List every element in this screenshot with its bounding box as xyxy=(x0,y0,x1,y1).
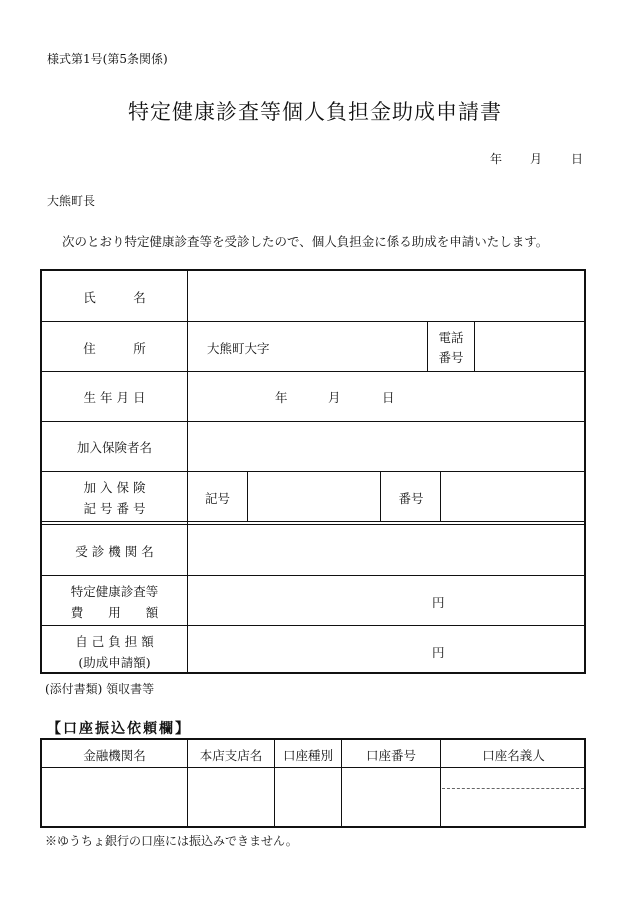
column-divider xyxy=(474,321,475,371)
name-label: 氏 名 xyxy=(83,290,146,305)
address-label: 住 所 xyxy=(83,341,146,356)
cost-unit: 円 xyxy=(432,595,445,610)
footer-note: ※ゆうちょ銀行の口座には振込みできません。 xyxy=(45,834,298,848)
intro-text: 次のとおり特定健康診査等を受診したので、個人負担金に係る助成を申請いたします。 xyxy=(62,234,549,249)
birth-date-field[interactable] xyxy=(190,373,584,419)
column-divider xyxy=(440,471,441,521)
insurance-label-1: 加 入 保 険 xyxy=(83,480,146,495)
form-number: 様式第1号(第5条関係) xyxy=(47,52,168,66)
number-label: 番号 xyxy=(398,491,424,506)
row-divider xyxy=(40,575,586,576)
account-number-field[interactable] xyxy=(342,769,440,826)
row-divider-double xyxy=(40,524,586,525)
date-year-label: 年 xyxy=(490,152,503,166)
account-holder-field[interactable] xyxy=(441,769,584,826)
bank-column-header-branch: 本店支店名 xyxy=(199,748,263,763)
addressee: 大熊町長 xyxy=(47,194,96,208)
number-field[interactable] xyxy=(442,473,584,520)
self-pay-field[interactable] xyxy=(190,627,426,671)
birth-day-label: 日 xyxy=(382,390,395,405)
insurance-label-2: 記 号 番 号 xyxy=(83,501,146,516)
branch-field[interactable] xyxy=(188,769,274,826)
cost-label-2: 費 用 額 xyxy=(70,605,159,620)
label-column-divider xyxy=(187,269,188,674)
cost-label-1: 特定健康診査等 xyxy=(70,584,159,599)
symbol-field[interactable] xyxy=(249,473,379,520)
address-field[interactable] xyxy=(190,323,426,369)
row-divider xyxy=(40,421,586,422)
account-type-field[interactable] xyxy=(275,769,341,826)
bank-column-header-bank-name: 金融機関名 xyxy=(83,748,146,763)
address-value: 大熊町大字 xyxy=(207,341,270,356)
birth-year-label: 年 xyxy=(275,390,288,405)
self-pay-unit: 円 xyxy=(432,645,445,660)
page-title: 特定健康診査等個人負担金助成申請書 xyxy=(128,100,502,124)
insurer-field[interactable] xyxy=(190,423,584,469)
column-divider xyxy=(247,471,248,521)
bank-column-header-account-type: 口座種別 xyxy=(282,748,333,763)
row-divider xyxy=(40,471,586,472)
symbol-label: 記号 xyxy=(205,491,231,506)
bank-section-heading: 【口座振込依頼欄】 xyxy=(47,721,191,737)
cost-field[interactable] xyxy=(190,577,426,623)
clinic-field[interactable] xyxy=(190,526,584,574)
row-divider xyxy=(40,625,586,626)
row-divider xyxy=(40,371,586,372)
birth-month-label: 月 xyxy=(328,390,341,405)
bank-column-header-account-holder: 口座名義人 xyxy=(482,748,545,763)
date-month-label: 月 xyxy=(530,152,543,166)
clinic-label: 受 診 機 関 名 xyxy=(75,544,154,559)
self-pay-label-1: 自 己 負 担 額 xyxy=(75,634,154,649)
phone-label-2: 番号 xyxy=(438,350,464,365)
date-day-label: 日 xyxy=(571,152,584,166)
bank-header-divider xyxy=(40,767,586,768)
birth-label: 生 年 月 日 xyxy=(83,390,146,405)
attachment-note: (添付書類) 領収書等 xyxy=(45,682,155,696)
bank-column-header-account-number: 口座番号 xyxy=(365,748,416,763)
insurer-label: 加入保険者名 xyxy=(76,440,152,455)
name-field[interactable] xyxy=(190,272,584,319)
bank-name-field[interactable] xyxy=(42,769,187,826)
row-divider xyxy=(40,521,586,522)
row-divider xyxy=(40,321,586,322)
phone-field[interactable] xyxy=(476,323,584,369)
phone-label-1: 電話 xyxy=(438,330,464,345)
self-pay-label-2: (助成申請額) xyxy=(78,655,151,670)
column-divider xyxy=(380,471,381,521)
